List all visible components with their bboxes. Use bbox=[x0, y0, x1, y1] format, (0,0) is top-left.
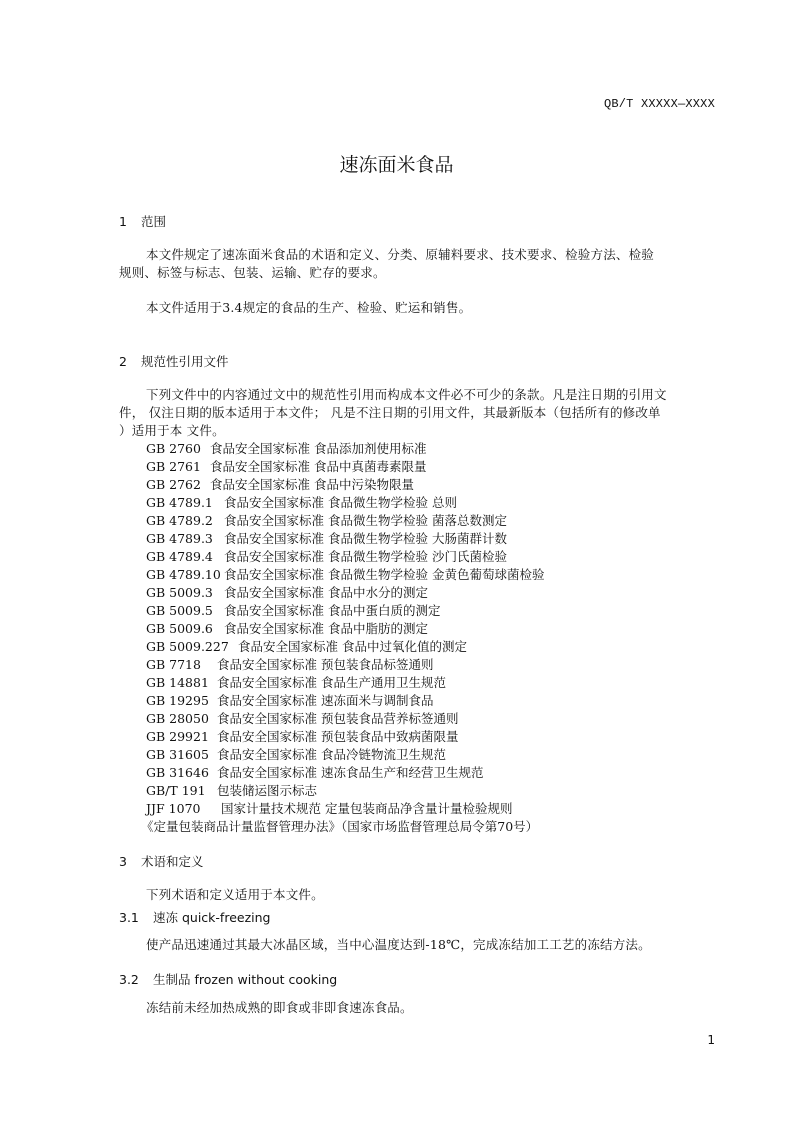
reference-item: GB 5009.6 食品安全国家标准 食品中脂肪的测定 bbox=[146, 621, 428, 636]
reference-item: JJF 1070 国家计量技术规范 定量包装商品净含量计量检验规则 bbox=[146, 801, 513, 816]
section-2-heading bbox=[119, 352, 229, 370]
term-title: 生制品 frozen without cooking bbox=[153, 972, 338, 987]
section-3-heading bbox=[119, 852, 204, 870]
section-number: 2 bbox=[119, 354, 127, 369]
reference-item: GB 29921 食品安全国家标准 预包装食品中致病菌限量 bbox=[146, 729, 459, 744]
reference-item: GB 28050 食品安全国家标准 预包装食品营养标签通则 bbox=[146, 711, 459, 726]
section-number: 3 bbox=[119, 854, 127, 869]
paragraph-line: 下列文件中的内容通过文中的规范性引用而构成本文件必不可少的条款。凡是注日期的引用文 bbox=[146, 387, 667, 402]
section-title: 规范性引用文件 bbox=[141, 354, 229, 369]
reference-item: GB 7718 食品安全国家标准 预包装食品标签通则 bbox=[146, 657, 434, 672]
term-number: 3.1 bbox=[119, 910, 139, 925]
term-3-2-heading bbox=[119, 970, 337, 988]
paragraph-line: 本文件适用于3.4规定的食品的生产、检验、贮运和销售。 bbox=[146, 300, 472, 315]
term-3-1-heading bbox=[119, 908, 270, 926]
reference-item: GB 4789.3 食品安全国家标准 食品微生物学检验 大肠菌群计数 bbox=[146, 531, 507, 546]
reference-item: GB 5009.5 食品安全国家标准 食品中蛋白质的测定 bbox=[146, 603, 441, 618]
reference-item: GB 4789.2 食品安全国家标准 食品微生物学检验 菌落总数测定 bbox=[146, 513, 507, 528]
document-title: 速冻面米食品 bbox=[339, 154, 454, 176]
reference-item: GB 2762 食品安全国家标准 食品中污染物限量 bbox=[146, 477, 414, 492]
section-title: 范围 bbox=[141, 214, 167, 229]
paragraph-line: 规则、标签与标志、包装、运输、贮存的要求。 bbox=[119, 265, 386, 280]
term-title: 速冻 quick-freezing bbox=[153, 910, 271, 925]
section-1-heading bbox=[119, 212, 166, 230]
reference-item: 《定量包装商品计量监督管理办法》（国家市场监督管理总局令第70号） bbox=[141, 819, 539, 834]
reference-item: GB 31605 食品安全国家标准 食品冷链物流卫生规范 bbox=[146, 747, 446, 762]
reference-item: GB 2760 食品安全国家标准 食品添加剂使用标准 bbox=[146, 441, 427, 456]
reference-item: GB 5009.3 食品安全国家标准 食品中水分的测定 bbox=[146, 585, 428, 600]
reference-item: GB/T 191 包装储运图示标志 bbox=[146, 783, 318, 798]
paragraph-line: ）适用于本 文件。 bbox=[119, 423, 225, 438]
reference-item: GB 4789.10 食品安全国家标准 食品微生物学检验 金黄色葡萄球菌检验 bbox=[146, 567, 545, 582]
paragraph-line: 下列术语和定义适用于本文件。 bbox=[146, 887, 324, 902]
reference-item: GB 19295 食品安全国家标准 速冻面米与调制食品 bbox=[146, 693, 434, 708]
term-number: 3.2 bbox=[119, 972, 139, 987]
reference-item: GB 2761 食品安全国家标准 食品中真菌毒素限量 bbox=[146, 459, 427, 474]
reference-item: GB 4789.4 食品安全国家标准 食品微生物学检验 沙门氏菌检验 bbox=[146, 549, 507, 564]
term-definition: 冻结前未经加热成熟的即食或非即食速冻食品。 bbox=[146, 1000, 413, 1015]
reference-item: GB 31646 食品安全国家标准 速冻食品生产和经营卫生规范 bbox=[146, 765, 484, 780]
reference-item: GB 4789.1 食品安全国家标准 食品微生物学检验 总则 bbox=[146, 495, 457, 510]
paragraph-line: 本文件规定了速冻面米食品的术语和定义、分类、原辅料要求、技术要求、检验方法、检验 bbox=[146, 247, 655, 262]
section-title: 术语和定义 bbox=[141, 854, 204, 869]
standard-number: QB/T XXXXX—XXXX bbox=[603, 97, 715, 111]
page-number: 1 bbox=[707, 1033, 715, 1047]
section-number: 1 bbox=[119, 214, 127, 229]
reference-item: GB 5009.227 食品安全国家标准 食品中过氧化值的测定 bbox=[146, 639, 467, 654]
term-definition: 使产品迅速通过其最大冰晶区域，当中心温度达到-18℃，完成冻结加工工艺的冻结方法。 bbox=[146, 937, 651, 952]
reference-item: GB 14881 食品安全国家标准 食品生产通用卫生规范 bbox=[146, 675, 446, 690]
paragraph-line: 件， 仅注日期的版本适用于本文件； 凡是不注日期的引用文件，其最新版本（包括所有的修改单 bbox=[119, 405, 661, 420]
